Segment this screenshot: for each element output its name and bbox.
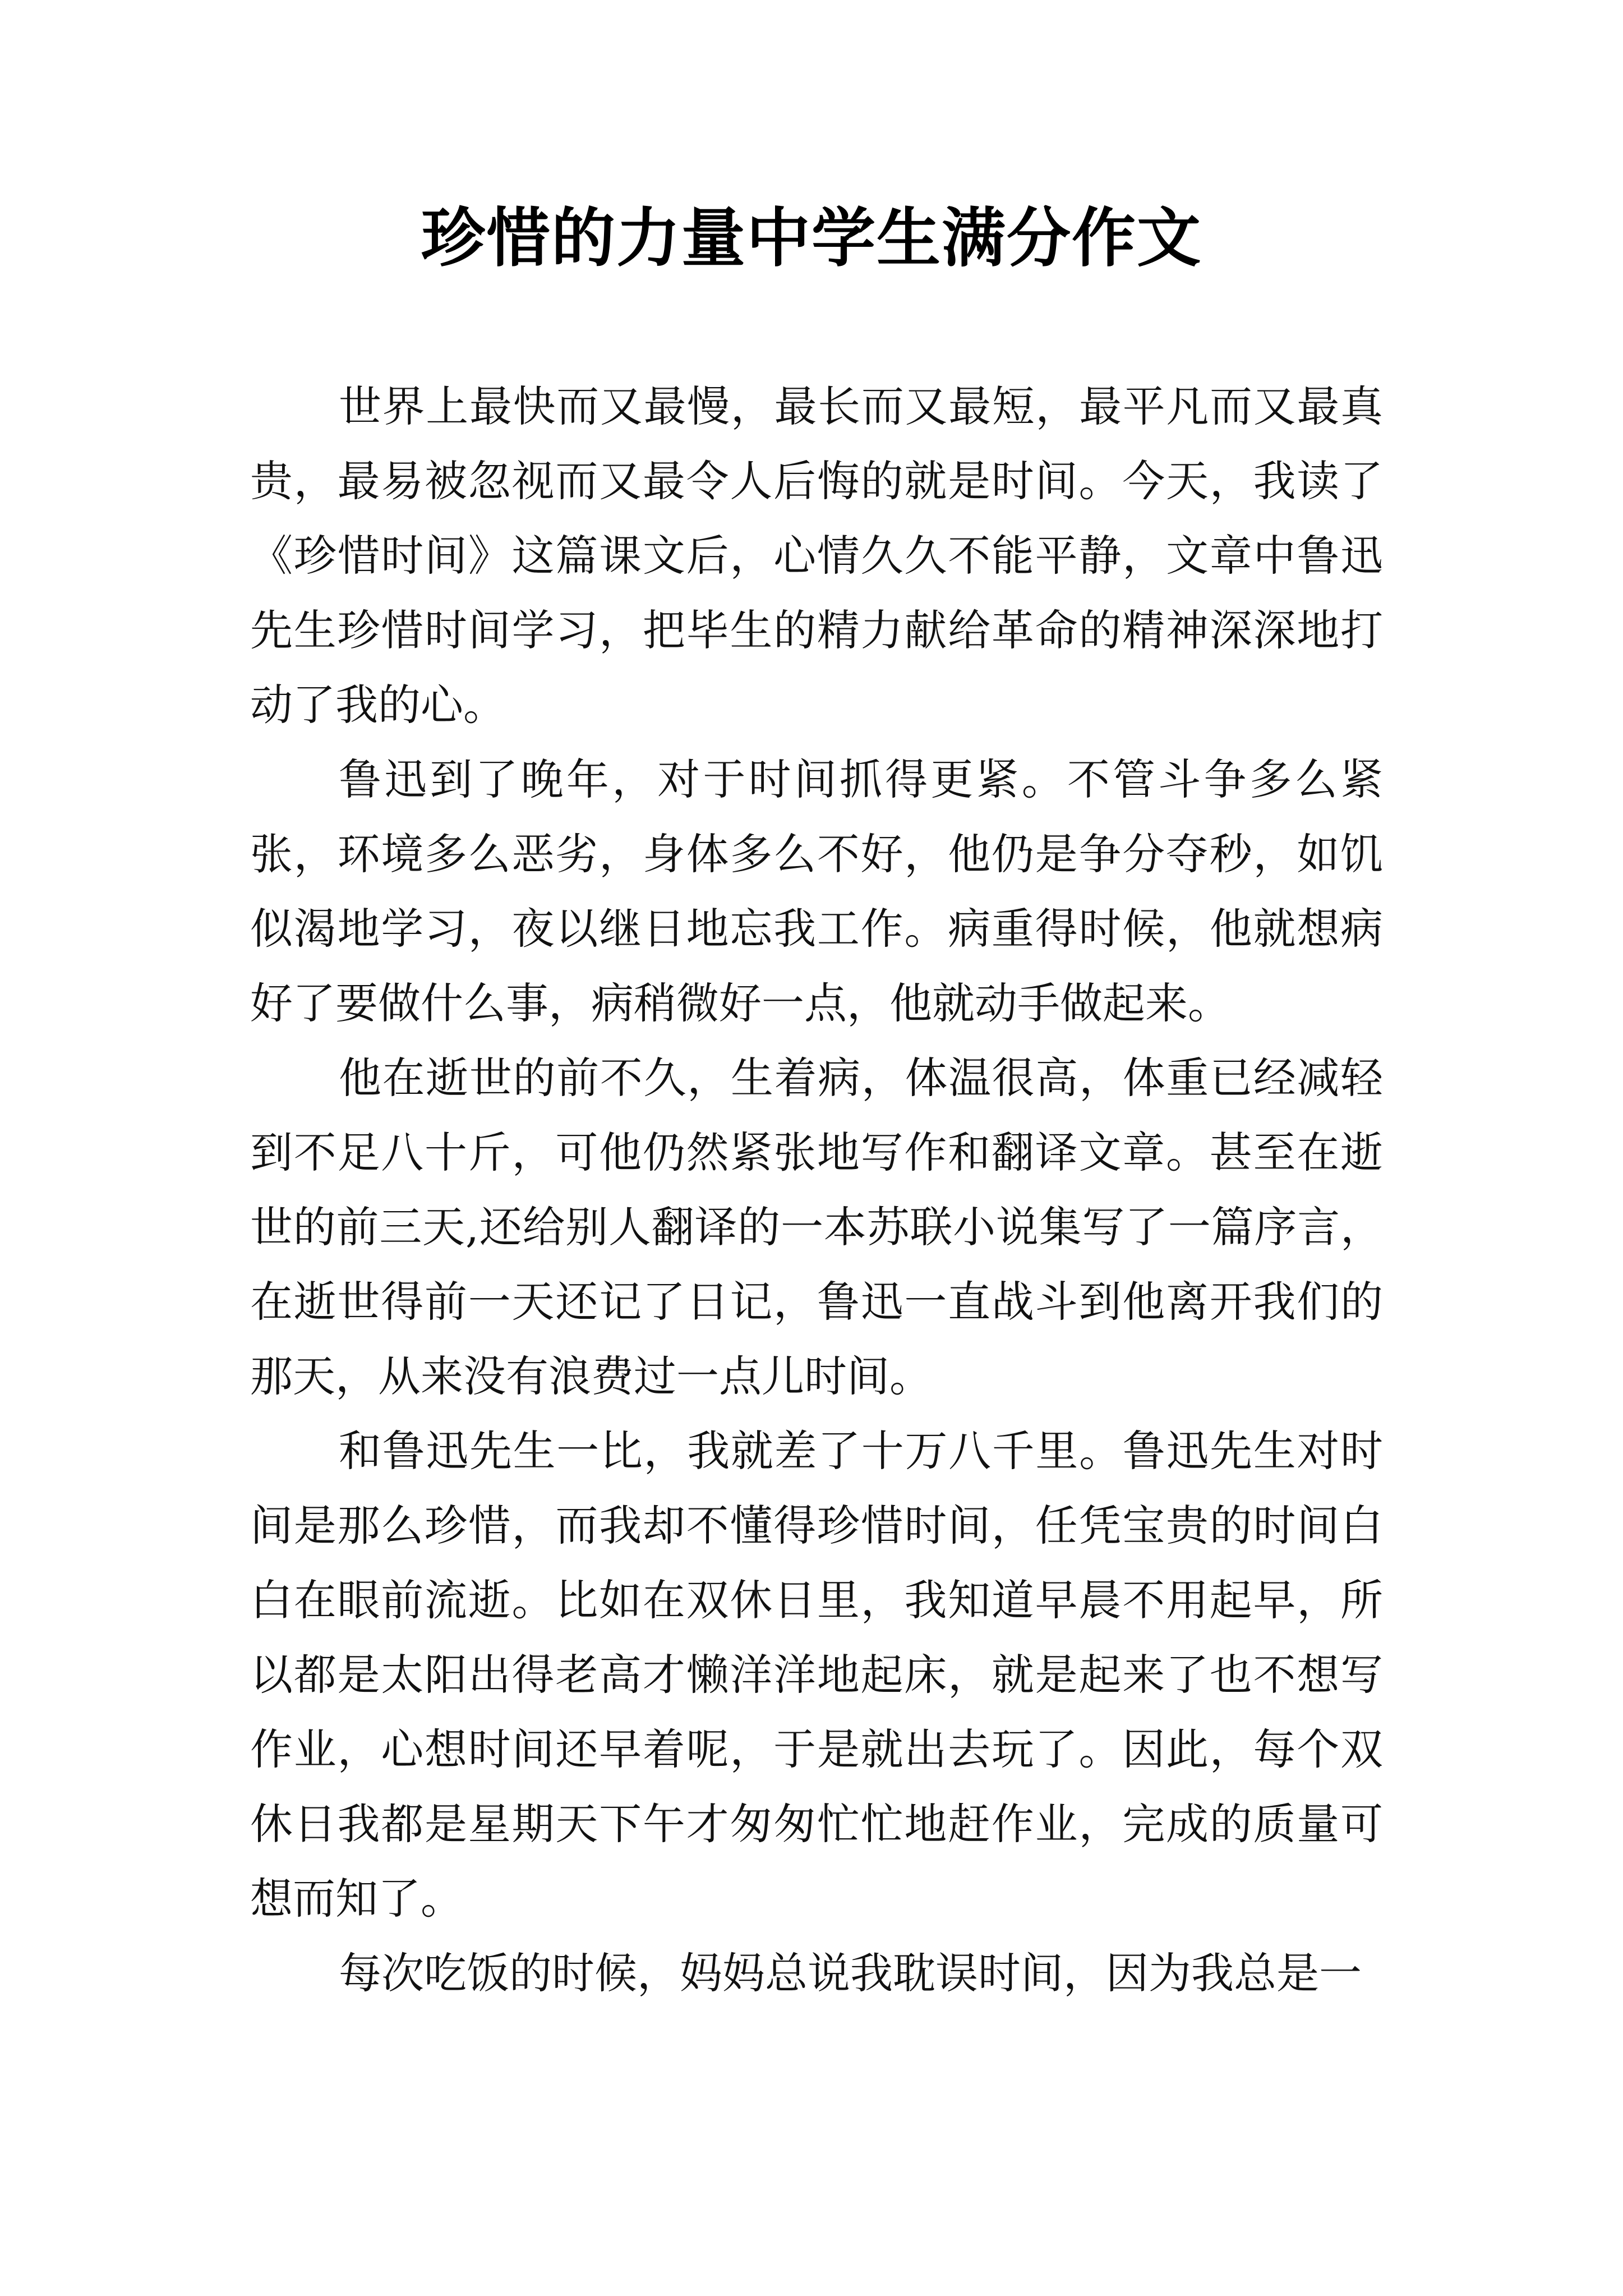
document-body xyxy=(250,369,1383,2010)
paragraph: 世界上最快而又最慢，最长而又最短，最平凡而又最真贵，最易被忽视而又最令人后悔的就是时间。今天，我读了《珍惜时间》这篇课文后，心情久久不能平静，文章中鲁迅先生珍惜时间学习，把毕生的精力献给革命的精神深深地打动了我的心。 xyxy=(250,381,1383,730)
paragraph: 和鲁迅先生一比，我就差了十万八千里。鲁迅先生对时间是那么珍惜，而我却不懂得珍惜时间，任凭宝贵的时间白白在眼前流逝。比如在双休日里，我知道早晨不用起早，所以都是太阳出得老高才懒洋洋地起床，就是起来了也不想写作业，心想时间还早着呢，于是就出去玩了。因此，每个双休日我都是星期天下午才匆匆忙忙地赶作业，完成的质量可想而知了。 xyxy=(250,1426,1383,1924)
document-title: 珍惜的力量中学生满分作文 xyxy=(421,201,1202,275)
paragraph: 他在逝世的前不久，生着病，体温很高，体重已经减轻到不足八十斤，可他仍然紧张地写作和翻译文章。甚至在逝世的前三天,还给别人翻译的一本苏联小说集写了一篇序言，在逝世得前一天还记了日记，鲁迅一直战斗到他离开我们的那天，从来没有浪费过一点儿时间。 xyxy=(250,1053,1383,1401)
paragraph: 每次吃饭的时候，妈妈总说我耽误时间，因为我总是一 xyxy=(339,1948,1362,1998)
paragraph: 鲁迅到了晚年，对于时间抓得更紧。不管斗争多么紧张，环境多么恶劣，身体多么不好，他仍是争分夺秒，如饥似渴地学习，夜以继日地忘我工作。病重得时候，他就想病好了要做什么事，病稍微好一点，他就动手做起来。 xyxy=(250,754,1383,1028)
